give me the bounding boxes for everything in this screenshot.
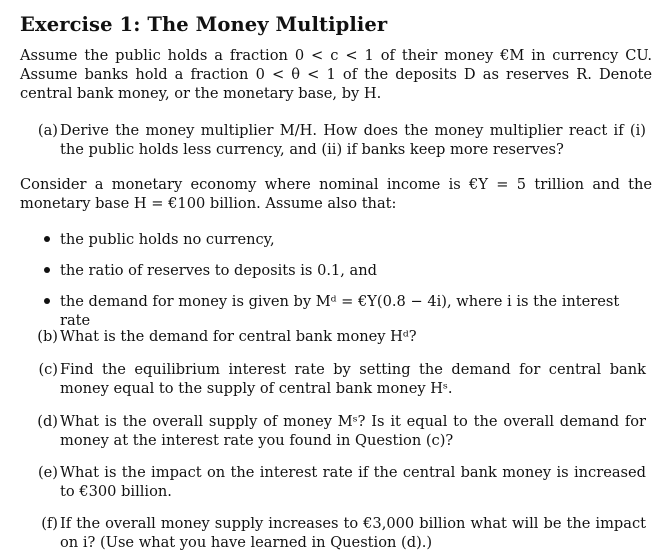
question-d-label: (d): [37, 413, 58, 430]
question-f-label: (f): [41, 515, 58, 532]
question-e-text: What is the impact on the interest rate if the central bank money is increased to €300 billion.: [60, 464, 646, 500]
exercise-title: Exercise 1: The Money Multiplier: [20, 13, 388, 36]
intro-paragraph: Assume the public holds a fraction 0 < c < 1 of their money €M in currency CU. Assume banks hold a fraction 0 < θ < 1 of the deposits D as reserves R. Denote central bank money, or the monetary base, by H.: [20, 47, 652, 102]
bullet-dot-icon: [44, 298, 50, 304]
bullet-text: the ratio of reserves to deposits is 0.1, and: [60, 262, 377, 279]
bullet-dot-icon: [44, 267, 50, 273]
question-a-label: (a): [37, 122, 58, 139]
question-c-label: (c): [38, 361, 58, 378]
question-d-text: What is the overall supply of money Mˢ? Is it equal to the overall demand for money at the interest rate you found in Question (c)?: [60, 413, 646, 449]
bullet-text: the public holds no currency,: [60, 231, 275, 248]
question-b-text: What is the demand for central bank money Hᵈ?: [60, 328, 417, 345]
scenario-paragraph: Consider a monetary economy where nominal income is €Y = 5 trillion and the monetary base H = €100 billion. Assume also that:: [20, 176, 652, 212]
bullet-dot-icon: [44, 236, 50, 242]
question-c-text: Find the equilibrium interest rate by setting the demand for central bank money equal to the supply of central bank money Hˢ.: [60, 361, 646, 397]
question-b-label: (b): [37, 328, 58, 345]
question-a-text: Derive the money multiplier M/H. How does the money multiplier react if (i) the public holds less currency, and (ii) if banks keep more reserves?: [60, 122, 646, 158]
question-f-text: If the overall money supply increases to €3,000 billion what will be the impact on i? (Use what you have learned in Question (d).): [60, 515, 646, 551]
bullet-text: the demand for money is given by Mᵈ = €Y(0.8 − 4i), where i is the interest rate: [60, 293, 620, 329]
question-e-label: (e): [37, 464, 58, 481]
